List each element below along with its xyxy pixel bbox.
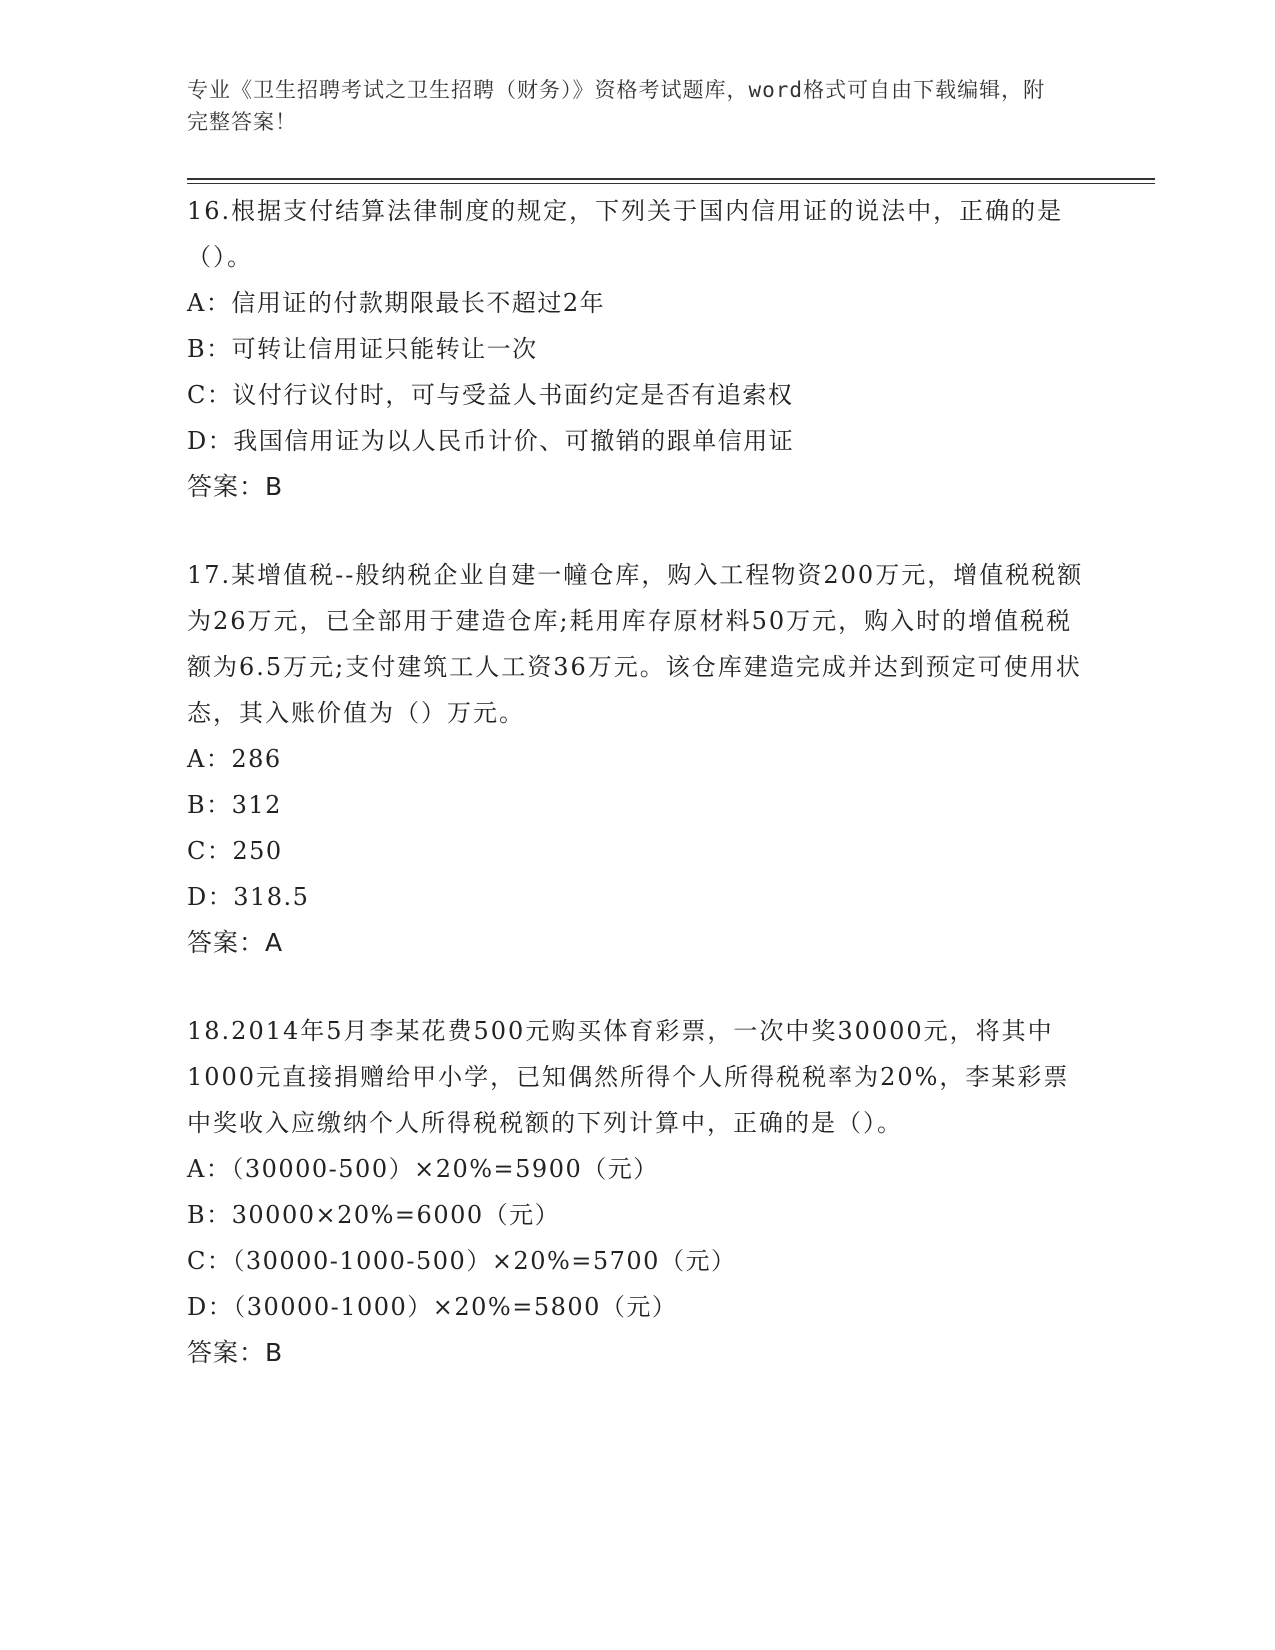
answer-line: 答案：B	[187, 472, 284, 501]
option-d: D：我国信用证为以人民币计价、可撤销的跟单信用证	[187, 427, 795, 455]
option-a: A：286	[187, 745, 282, 773]
option-a: A：（30000-500）×20%=5900（元）	[187, 1155, 659, 1183]
option-c: C：（30000-1000-500）×20%=5700（元）	[187, 1247, 737, 1275]
option-b: B：312	[187, 791, 282, 819]
option-c: C：250	[187, 837, 283, 865]
answer-line: 答案：A	[187, 928, 284, 957]
question-stem: 16.根据支付结算法律制度的规定，下列关于国内信用证的说法中，正确的是（）。	[187, 197, 1064, 271]
option-d: D：318.5	[187, 883, 310, 911]
question-stem: 18.2014年5月李某花费500元购买体育彩票，一次中奖30000元，将其中1000元直接捐赠给甲小学，已知偶然所得个人所得税税率为20%，李某彩票中奖收入应缴纳个人所得税税额的下列计算中，正确的是（）。	[187, 1017, 1070, 1137]
option-c: C：议付行议付时，可与受益人书面约定是否有追索权	[187, 381, 794, 409]
question-18	[187, 1008, 1087, 1376]
header-rule-thin	[187, 183, 1155, 184]
option-a: A：信用证的付款期限最长不超过2年	[187, 289, 606, 317]
option-b: B：可转让信用证只能转让一次	[187, 335, 538, 363]
header-rule-thick	[187, 178, 1155, 180]
question-16	[187, 188, 1087, 510]
option-d: D：（30000-1000）×20%=5800（元）	[187, 1293, 678, 1321]
question-17	[187, 552, 1087, 966]
header-note: 专业《卫生招聘考试之卫生招聘（财务）》资格考试题库，word格式可自由下载编辑，附完整答案！	[187, 78, 1046, 134]
option-b: B：30000×20%=6000（元）	[187, 1201, 561, 1229]
question-stem: 17.某增值税--般纳税企业自建一幢仓库，购入工程物资200万元，增值税税额为26万元，已全部用于建造仓库;耗用库存原材料50万元，购入时的增值税税额为6.5万元;支付建筑工人工资36万元。该仓库建造完成并达到预定可使用状态，其入账价值为（）万元。	[187, 561, 1084, 727]
answer-line: 答案：B	[187, 1338, 284, 1367]
